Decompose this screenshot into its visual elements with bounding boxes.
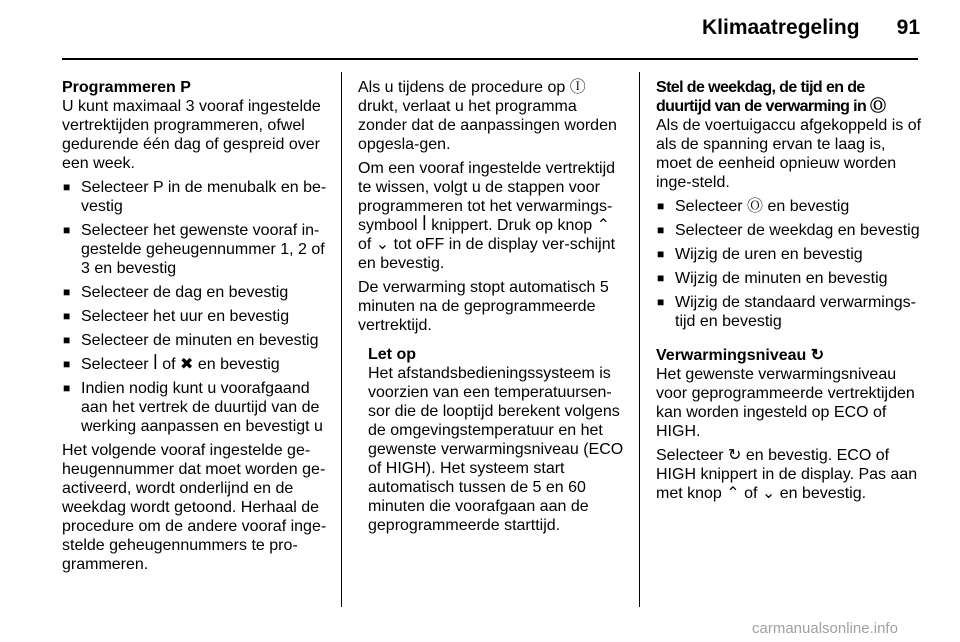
paragraph: Het volgende vooraf ingestelde ge-heugennummer dat moet worden ge-activeerd, wordt onderlijnd en de weekdag wordt getoond. Herhaal de procedure om de andere vooraf inge-stelde geheugennummers te pro-grammeren. [62, 442, 327, 573]
note-text: Het afstandsbedieningssysteem is voorzien van een temperatuursen-sor die de looptijd berekent volgens de omgevingstemperatuur en het gewenste verwarmingsniveau (ECO of HIGH). Het systeem start automatisch tussen de 5 en 60 minuten die voorafgaan aan de geprogrammeerde starttijd. [368, 365, 624, 534]
bullet-icon: ■ [657, 271, 665, 285]
header-divider [62, 58, 918, 60]
column-3 [656, 78, 922, 508]
page-title: Klimaatregeling [702, 16, 860, 39]
list-item: ■ Selecteer het uur en bevestig [63, 308, 290, 325]
column-divider [639, 72, 640, 607]
paragraph: Selecteer ↻ en bevestig. ECO of HIGH knippert in de display. Pas aan met knop ⌃ of ⌄ en bevestig. [656, 447, 918, 502]
bullet-icon: ■ [657, 295, 665, 309]
bullet-icon: ■ [63, 381, 71, 395]
list-item: ■ Wijzig de standaard verwarmings-tijd en bevestig [657, 294, 916, 330]
section-heading-programmeren: Programmeren P [62, 79, 191, 96]
watermark: carmanualsonline.info [752, 620, 898, 637]
bullet-icon: ■ [657, 247, 665, 261]
column-2 [358, 78, 624, 540]
paragraph: Het gewenste verwarmingsniveau voor geprogrammeerde vertrektijden kan worden ingesteld op ECO of HIGH. [656, 366, 915, 440]
bullet-icon: ■ [63, 309, 71, 323]
list-item: ■ Selecteer het gewenste vooraf in-gestelde geheugennummer 1, 2 of 3 en bevestig [63, 222, 325, 277]
bullet-icon: ■ [63, 180, 71, 194]
bullet-icon: ■ [657, 223, 665, 237]
note-box [358, 345, 624, 535]
bullet-icon: ■ [63, 357, 71, 371]
list-item: ■ Selecteer de minuten en bevestig [63, 332, 319, 349]
section-heading-verwarmingsniveau: Verwarmingsniveau ↻ [656, 347, 825, 364]
paragraph: U kunt maximaal 3 vooraf ingestelde vertrektijden programmeren, ofwel gedurende één dag of gespreid over een week. [62, 98, 321, 172]
list-item: ■ Indien nodig kunt u voorafgaand aan het vertrek de duurtijd van de werking aanpassen en bevestigt u [63, 380, 323, 435]
list-item: ■ Selecteer de dag en bevestig [63, 284, 289, 301]
paragraph: Om een vooraf ingestelde vertrektijd te wissen, volgt u de stappen voor programmeren tot het verwarmings-symbool ꟾ knippert. Druk op knop ⌃ of ⌄ tot oFF in de display ver-schijnt en bevestig. [358, 160, 616, 272]
note-heading: Let op [368, 346, 416, 363]
section-heading-weekdag: Stel de weekdag, de tijd en de duurtijd van de verwarming in Ⓞ [656, 79, 886, 115]
bullet-icon: ■ [657, 199, 665, 213]
list-item: ■ Selecteer ꟾ of ✖ en bevestig [63, 356, 280, 373]
bullet-icon: ■ [63, 333, 71, 347]
list-item: ■ Selecteer de weekdag en bevestig [657, 222, 920, 239]
bullet-icon: ■ [63, 285, 71, 299]
paragraph: De verwarming stopt automatisch 5 minuten na de geprogrammeerde vertrektijd. [358, 279, 609, 334]
bullet-icon: ■ [63, 223, 71, 237]
list-item: ■ Selecteer Ⓞ en bevestig [657, 198, 850, 215]
column-1 [62, 78, 328, 579]
paragraph: Als u tijdens de procedure op Ⓘ drukt, verlaat u het programma zonder dat de aanpassingen worden opgesla-gen. [358, 79, 617, 153]
paragraph: Als de voertuigaccu afgekoppeld is of als de spanning ervan te laag is, moet de eenheid opnieuw worden inge-steld. [656, 117, 922, 191]
list-item: ■ Wijzig de minuten en bevestig [657, 270, 888, 287]
column-divider [341, 72, 342, 607]
page-number: 91 [896, 16, 920, 39]
list-item: ■ Selecteer P in de menubalk en be-vestig [63, 179, 327, 215]
list-item: ■ Wijzig de uren en bevestig [657, 246, 863, 263]
